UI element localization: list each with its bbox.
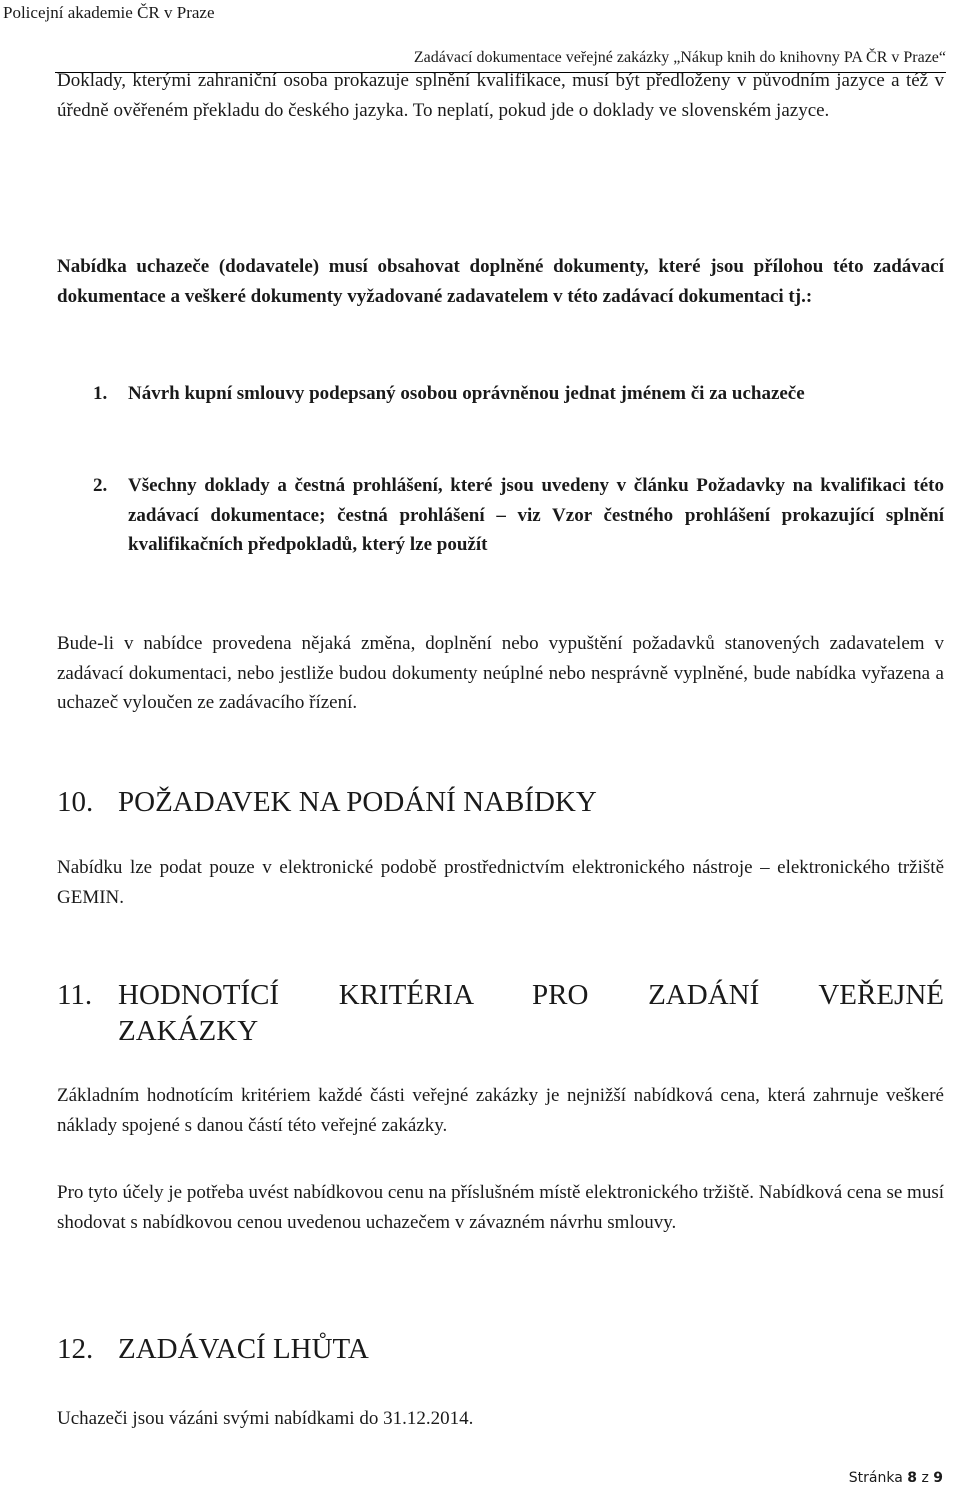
paragraph-foreign-documents: Doklady, kterými zahraniční osoba prokazuje splnění kvalifikace, musí být předloženy v původním jazyce a též v úředně ověřeném překladu do českého jazyka. To neplatí, pokud jde o doklady ve slovenském jazyce. xyxy=(57,70,944,121)
footer-label: Stránka xyxy=(848,1470,903,1486)
heading-10-number: 10. xyxy=(57,786,94,818)
footer-of: z xyxy=(921,1470,929,1486)
paragraph-binding-period: Uchazeči jsou vázáni svými nabídkami do 31.12.2014. xyxy=(57,1408,474,1429)
header-document-title: Zadávací dokumentace veřejné zakázky „Nákup knih do knihovny PA ČR v Praze“ xyxy=(413,49,946,66)
header-institution: Policejní akademie ČR v Praze xyxy=(3,3,215,22)
list-item-2-number: 2. xyxy=(93,475,108,496)
paragraph-price: Pro tyto účely je potřeba uvést nabídkovou cenu na příslušném místě elektronického tržiště. Nabídková cena se musí shodovat s nabídkovou cenou uvedenou uchazečem v závazném návrhu smlouvy. xyxy=(57,1182,944,1233)
heading-12-number: 12. xyxy=(57,1333,94,1365)
heading-10-title: POŽADAVEK NA PODÁNÍ NABÍDKY xyxy=(118,786,597,818)
heading-11-title-line2: ZAKÁZKY xyxy=(118,1015,259,1047)
paragraph-criteria: Základním hodnotícím kritériem každé části veřejné zakázky je nejnižší nabídková cena, která zahrnuje veškeré náklady spojené s danou částí této veřejné zakázky. xyxy=(57,1085,944,1136)
list-item-1-number: 1. xyxy=(93,383,108,404)
footer-page-number: 8 xyxy=(907,1470,917,1486)
heading-12-title: ZADÁVACÍ LHŮTA xyxy=(118,1333,369,1365)
list-item-2-text: Všechny doklady a čestná prohlášení, které jsou uvedeny v článku Požadavky na kvalifikaci této zadávací dokumentace; čestná prohlášení – viz Vzor čestného prohlášení prokazující splnění kvalifikačních předpokladů, který lze použít xyxy=(128,475,944,555)
paragraph-offer-contents: Nabídka uchazeče (dodavatele) musí obsahovat doplněné dokumenty, které jsou přílohou této zadávací dokumentace a veškeré dokumenty vyžadované zadavatelem v této zadávací dokumentaci tj.: xyxy=(57,256,944,307)
heading-11-number: 11. xyxy=(57,979,93,1011)
paragraph-submission: Nabídku lze podat pouze v elektronické podobě prostřednictvím elektronického nástroje – elektronického tržiště GEMIN. xyxy=(57,857,944,908)
list-item-1-text: Návrh kupní smlouvy podepsaný osobou oprávněnou jednat jménem či za uchazeče xyxy=(128,383,805,404)
heading-11-title-line1: HODNOTÍCÍ KRITÉRIA PRO ZADÁNÍ VEŘEJNÉ xyxy=(118,979,944,1011)
paragraph-changes: Bude-li v nabídce provedena nějaká změna, doplnění nebo vypuštění požadavků stanovených zadavatelem v zadávací dokumentaci, nebo jestliže budou dokumenty neúplné nebo nesprávně vyplněné, bude nabídka vyřazena a uchazeč vyloučen ze zadávacího řízení. xyxy=(57,633,944,713)
footer-total-pages: 9 xyxy=(933,1470,943,1486)
page-footer xyxy=(849,1470,943,1486)
